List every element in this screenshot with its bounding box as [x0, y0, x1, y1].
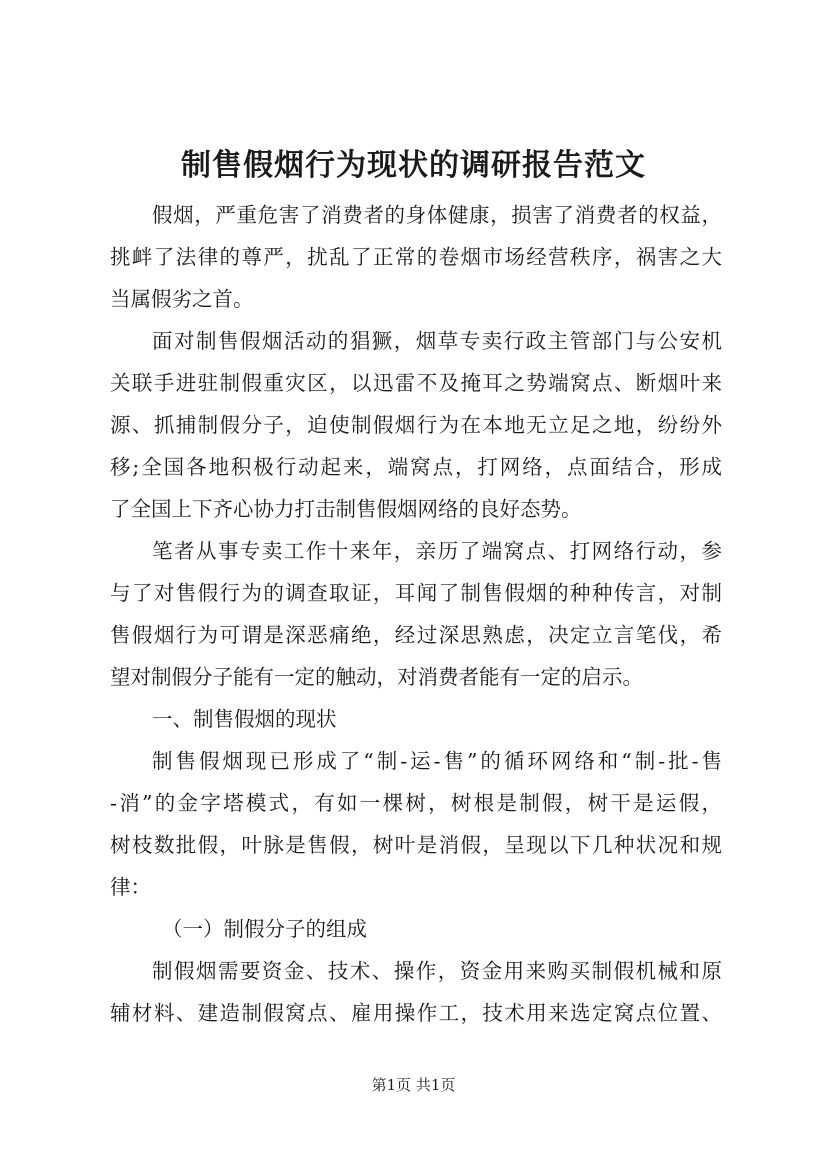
paragraph-line: 源、抓捕制假分子，迫使制假烟行为在本地无立足之地，纷纷外: [110, 413, 722, 437]
paragraph-line: 关联手进驻制假重灾区，以迅雷不及掩耳之势端窝点、断烟叶来: [110, 371, 722, 395]
section-heading: 一、制售假烟的现状: [152, 707, 337, 731]
document-title: 制售假烟行为现状的调研报告范文: [181, 148, 646, 183]
subsection-heading: （一）制假分子的组成: [162, 917, 367, 941]
page-number-footer: 第1页 共1页: [371, 1076, 456, 1094]
paragraph-line: 与了对售假行为的调查取证，耳闻了制售假烟的种种传言，对制: [110, 581, 722, 605]
paragraph-line: 笔者从事专卖工作十来年，亲历了端窝点、打网络行动，参: [152, 539, 722, 563]
paragraph-line: 制假烟需要资金、技术、操作，资金用来购买制假机械和原: [152, 959, 722, 983]
paragraph-line: 移;全国各地积极行动起来，端窝点，打网络，点面结合，形成: [110, 455, 722, 479]
document-body: [110, 194, 722, 1034]
paragraph-line: 假烟，严重危害了消费者的身体健康，损害了消费者的权益，: [152, 203, 722, 227]
paragraph-line: 了全国上下齐心协力打击制售假烟网络的良好态势。: [110, 497, 582, 521]
paragraph-line: 望对制假分子能有一定的触动，对消费者能有一定的启示。: [110, 665, 643, 689]
paragraph-line: 树枝数批假，叶脉是售假，树叶是消假，呈现以下几种状况和规: [110, 833, 722, 857]
paragraph-line: 当属假劣之首。: [110, 287, 254, 311]
paragraph-line: 挑衅了法律的尊严，扰乱了正常的卷烟市场经营秩序，祸害之大: [110, 245, 722, 269]
paragraph-line: 律：: [110, 875, 151, 899]
paragraph-line: 售假烟行为可谓是深恶痛绝，经过深思熟虑，决定立言笔伐，希: [110, 623, 722, 647]
paragraph-line: -消”的金字塔模式，有如一棵树，树根是制假，树干是运假，: [110, 791, 722, 815]
paragraph-line: 制售假烟现已形成了“制-运-售”的循环网络和“制-批-售: [152, 749, 722, 773]
paragraph-line: 面对制售假烟活动的猖獗，烟草专卖行政主管部门与公安机: [152, 329, 722, 353]
paragraph-line: 辅材料、建造制假窝点、雇用操作工，技术用来选定窝点位置、: [110, 1001, 722, 1025]
